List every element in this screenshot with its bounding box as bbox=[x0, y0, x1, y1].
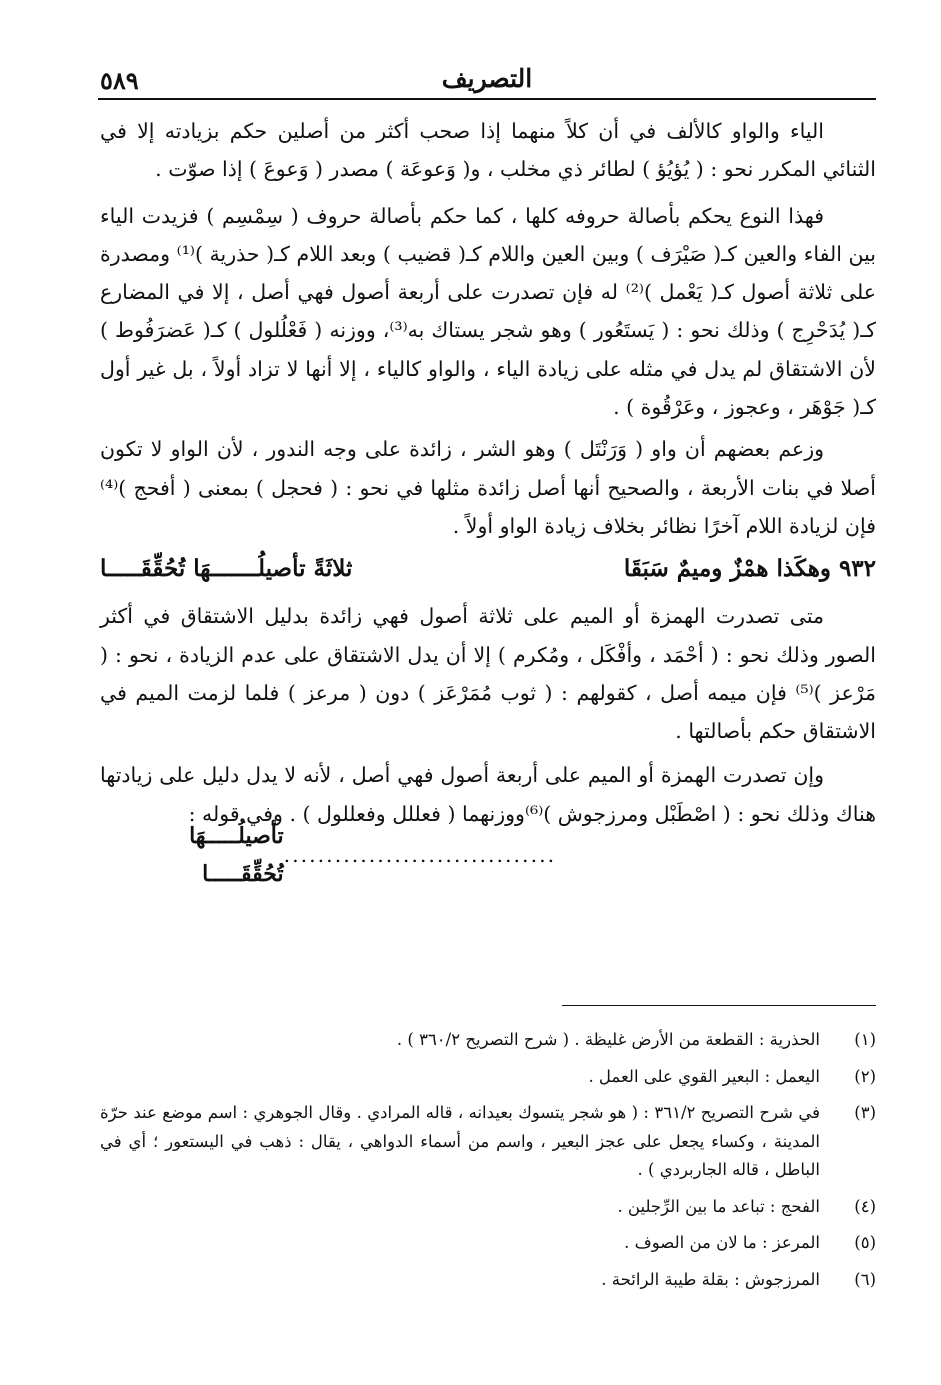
paragraph-1: الياء والواو كالألف في أن كلاً منهما إذا صحب أكثر من أصلين حكم بزيادته إلا في الثنائي المكرر نحو : ( يُؤيُؤ ) لطائر ذي مخلب ، و( وَعوعَة ) مصدر ( وَعوعَ ) إذا صوّت . bbox=[100, 119, 876, 182]
paragraph-5: وإن تصدرت الهمزة أو الميم على أربعة أصول فهي أصل ، لأنه لا يدل دليل على زيادتها هناك وذلك نحو : ( اصْطَبْل ومرزجوش )⁽⁶⁾ووزنهما ( فعللل وفعللول ) . وفي قوله : bbox=[100, 763, 876, 826]
footnote-number: (٦) bbox=[854, 1269, 876, 1289]
paragraph-3: وزعم بعضهم أن واو ( وَرَنْتَل ) وهو الشر ، زائدة على وجه الندور ، لأن الواو لا تكون أصلا في بنات الأربعة ، والصحيح أنها أصل زائدة مثلها في نحو : ( فحجل ) بمعنى ( أفحج )⁽⁴⁾ فإن لزيادة اللام آخرًا نظائر بخلاف زيادة الواو أولاً . bbox=[100, 437, 876, 538]
footnote-number: (٣) bbox=[854, 1103, 876, 1122]
footnote bbox=[100, 1026, 876, 1055]
footnote bbox=[100, 1229, 876, 1258]
footnote-separator bbox=[562, 1005, 876, 1006]
page-number: ٥٨٩ bbox=[100, 66, 139, 95]
footnote-number: (١) bbox=[854, 1030, 876, 1049]
footnote bbox=[100, 1193, 876, 1222]
footnote-text: الفحج : تباعد ما بين الرِّجلين . bbox=[617, 1196, 820, 1216]
footnote-text: الحذرية : القطعة من الأرض غليظة . ( شرح التصريح ٣٦٠/٢ ) . bbox=[396, 1030, 820, 1049]
paragraph-2: فهذا النوع يحكم بأصالة حروفه كلها ، كما حكم بأصالة حروف ( سِمْسِم ) فزيدت الياء بين الفاء والعين كـ( صَيْرَف ) وبين العين واللام كـ( قضيب ) وبعد اللام كـ( حذرية )⁽¹⁾ ومصدرة على ثلاثة أصول كـ( يَعْمل )⁽²⁾ له فإن تصدرت على أربعة أصول فهي أصل ، إلا في المضارع كـ( يُدَحْرِج ) وذلك نحو : ( يَستَعُور ) وهو شجر يستاك به⁽³⁾، ووزنه ( فَعْلُلول ) كـ( عَضرَفُوط ) لأن الاشتقاق لم يدل في مثله على زيادة الياء ، والواو كالياء ، إلا أنها لا تزاد أولاً ، بل غير أول كـ( جَوْهَر ، وعجوز ، وعَرْقُوة ) . bbox=[100, 203, 876, 420]
footnote-text: اليعمل : البعير القوي على العمل . bbox=[588, 1066, 820, 1086]
footnote-text: في شرح التصريح ٣٦١/٢ : ( هو شجر يتسوك بعيدانه ، قاله المرادي . وقال الجوهري : اسم موضع عند حرّة المدينة ، وكساء يجعل على عجز البعير ، واسم من أسماء الدواهي ، يقال : ذهب في اليستعور ؛ أي في الباطل ، قاله الجاربردي ) . bbox=[100, 1103, 820, 1179]
footnote-number: (٥) bbox=[854, 1233, 876, 1252]
footnote bbox=[100, 1099, 876, 1185]
paragraph-4: متى تصدرت الهمزة أو الميم على ثلاثة أصول فهي زائدة بدليل الاشتقاق في أكثر الصور وذلك نحو : ( أحْمَد ، وأفْكَل ، ومُكرم ) إلا أن يدل الاشتقاق على عدم الزيادة ، نحو : ( مَرْعز )⁽⁵⁾ فإن ميمه أصل ، كقولهم : ( ثوب مُمَرْعَز ) دون ( مرعز ) فلما لزمت الميم في الاشتقاق حكم بأصالتها . bbox=[100, 604, 876, 744]
footnote-text: المرزجوش : بقلة طيبة الرائحة . bbox=[601, 1269, 820, 1289]
verse-second-hemistich: ثلاثَةً تأصيلُـــــــهَا تُحُقِّقَـــــا bbox=[100, 555, 353, 583]
page-header bbox=[98, 62, 876, 100]
verse-first-hemistich: ٩٣٢ وهكَذا همْزٌ وميمٌ سَبَقَا bbox=[623, 555, 876, 583]
ellipsis-dots: ........................ bbox=[351, 842, 557, 867]
verse-932 bbox=[100, 549, 876, 595]
footnote-text: المرعز : ما لان من الصوف . bbox=[624, 1233, 820, 1252]
footnote-number: (٢) bbox=[854, 1066, 876, 1086]
footnote bbox=[100, 1266, 876, 1295]
quoted-hemistich: تأصيلُـــــهَا تُحُقِّقَـــــا bbox=[189, 822, 284, 888]
main-text bbox=[100, 112, 876, 888]
footnote bbox=[100, 1063, 876, 1092]
running-head: التصريف bbox=[441, 64, 533, 93]
verse-quote-line bbox=[100, 822, 876, 888]
footnotes bbox=[100, 1026, 876, 1302]
footnote-number: (٤) bbox=[854, 1196, 876, 1216]
ellipsis-dots-short: ........ bbox=[283, 842, 352, 867]
